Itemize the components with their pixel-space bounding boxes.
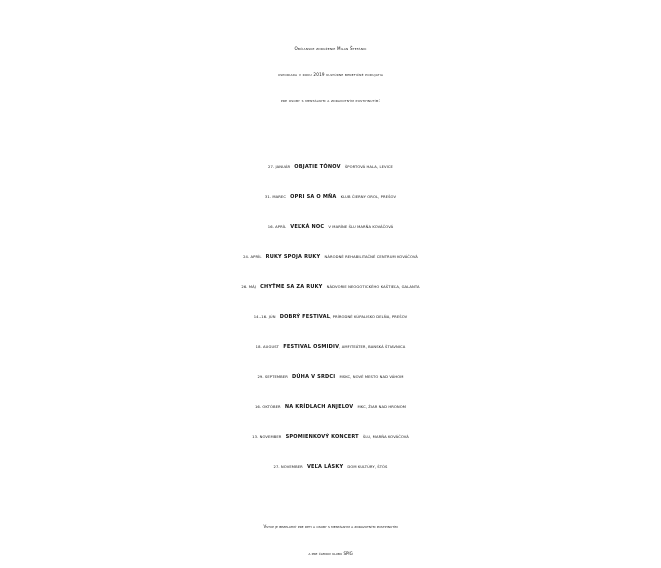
event-item bbox=[0, 300, 661, 330]
event-place: DOM KULTÚRY, ŠTÓS bbox=[347, 465, 388, 469]
event-name: SPOMIENKOVÝ KONCERT bbox=[285, 434, 359, 440]
event-date: 31. MAREC bbox=[264, 195, 287, 199]
event-place: ŠLU, MARŇA KOVÁČOVÁ bbox=[362, 435, 409, 439]
event-place: MSKC, NOVÉ MESTO NAD VÁHOM bbox=[339, 375, 404, 379]
event-place: MKC, ŽIAR NAD HRONOM bbox=[357, 405, 407, 409]
event-item bbox=[0, 210, 661, 240]
event-place: NÁRODNÉ REHABILITAČNÉ CENTRUM KOVÁČOVÁ bbox=[324, 255, 418, 259]
event-date: 14.-16. JÚN bbox=[253, 315, 276, 319]
event-item bbox=[0, 330, 661, 360]
event-item bbox=[0, 420, 661, 450]
event-date: 13. NOVEMBER bbox=[252, 435, 282, 439]
event-date: 16. APRÍL bbox=[267, 225, 287, 229]
event-item bbox=[0, 150, 661, 180]
event-date: 24. APRÍL bbox=[243, 255, 262, 259]
event-place: , PRÍRODNÉ KÚPALISKO DELŇA, PREŠOV bbox=[330, 315, 408, 319]
event-name: RUKY SPOJA RUKY bbox=[265, 254, 321, 260]
event-item bbox=[0, 360, 661, 390]
event-name: CHYŤME SA ZA RUKY bbox=[260, 284, 323, 290]
header-line-announcement: usporiada v roku 2019 kultúrne benefičné podujatia bbox=[277, 72, 384, 77]
footer bbox=[0, 513, 661, 567]
footer-line-members: a pre členov klubu SPIG bbox=[308, 551, 353, 556]
event-place: V MARÍNE ŠLU MARŇA KOVÁČOVÁ bbox=[328, 225, 394, 229]
event-place: ŠPORTOVÁ HALA, LEVICE bbox=[344, 165, 393, 169]
event-item bbox=[0, 450, 661, 480]
event-item bbox=[0, 180, 661, 210]
event-date: 27. NOVEMBER bbox=[273, 465, 303, 469]
event-item bbox=[0, 390, 661, 420]
event-place: , AMFITEÁTER, BANSKÁ ŠTIAVNICA bbox=[339, 345, 406, 349]
event-item bbox=[0, 270, 661, 300]
event-name: FESTIVAL OSMIDIV bbox=[283, 344, 340, 350]
event-date: 27. JANUÁR bbox=[268, 165, 291, 169]
event-place: KLUB ČIERNY OROL, PREŠOV bbox=[340, 195, 397, 199]
event-name: DOBRÝ FESTIVAL bbox=[279, 314, 331, 320]
event-date: 26. MÁJ bbox=[241, 285, 256, 289]
event-name: OPRI SA O MŇA bbox=[290, 194, 337, 200]
event-place: NÁDVORIE NEOGOTICKÉHO KAŠTIEĽA, GALANTA bbox=[326, 285, 420, 289]
event-name: VEĽA LÁSKY bbox=[306, 464, 344, 470]
event-date: 18. AUGUST bbox=[255, 345, 280, 349]
event-name: DÚHA V SRDCI bbox=[292, 374, 336, 380]
event-date: 29. SEPTEMBER bbox=[257, 375, 288, 379]
event-name: VEĽKÁ NOC bbox=[290, 224, 325, 230]
header-line-audience: pre osoby s mentálnym a zdravotným postihnutím: bbox=[280, 98, 381, 103]
footer-line-entry: Vstup je bezplatný pre deti a osoby s mentálnym a zdravotným postihnutím bbox=[263, 524, 398, 529]
event-date: 16. OKTÓBER bbox=[254, 405, 281, 409]
header bbox=[0, 36, 661, 114]
event-name: NA KRÍDLACH ANJELOV bbox=[284, 404, 354, 410]
header-line-organizer: Občianske združenie Milan Štefánik bbox=[294, 46, 367, 51]
event-list bbox=[0, 150, 661, 480]
event-name: OBJATIE TÓNOV bbox=[294, 164, 341, 170]
event-item bbox=[0, 240, 661, 270]
